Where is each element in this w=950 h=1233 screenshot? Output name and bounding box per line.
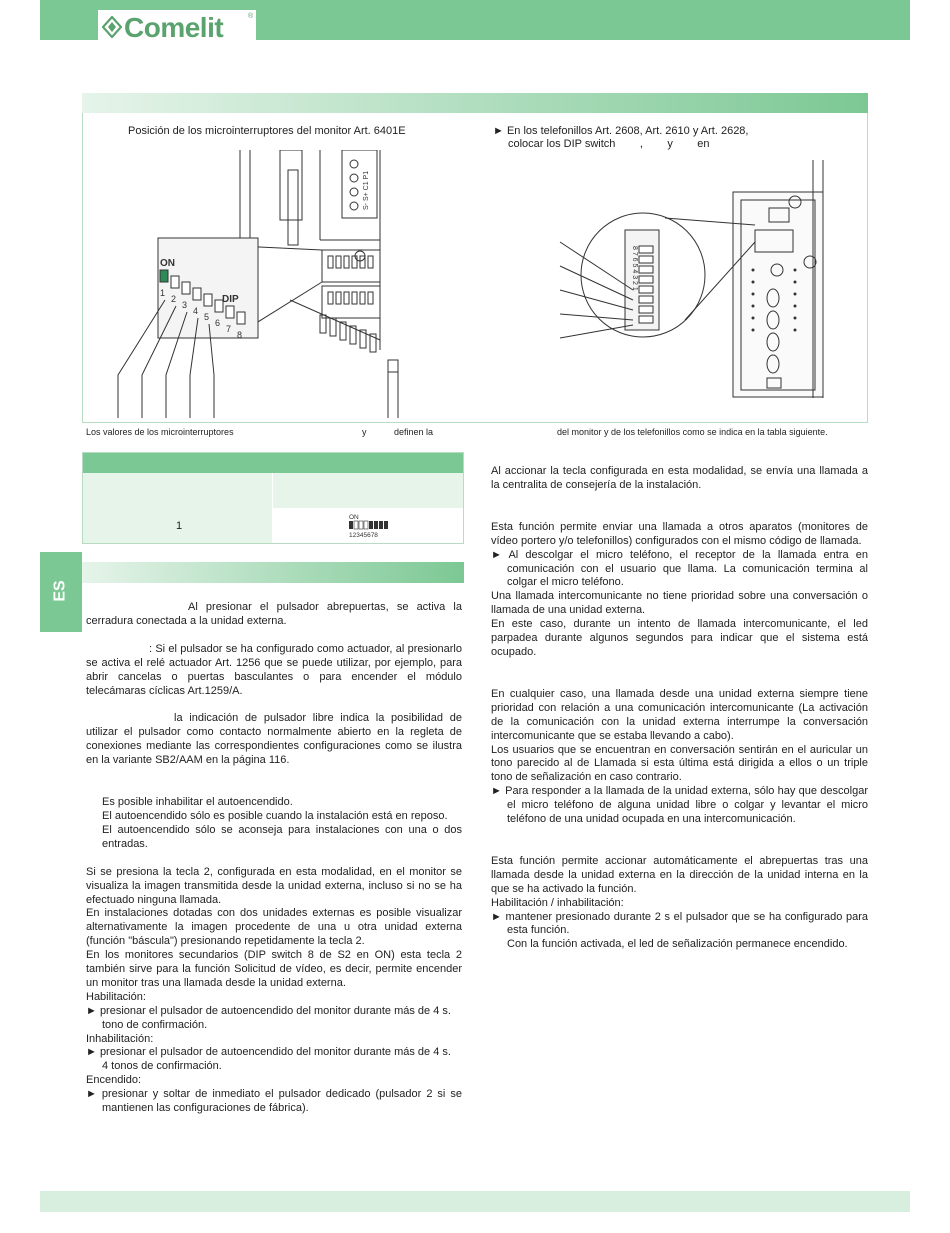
dip-switch-1-on — [160, 270, 168, 282]
table-switch-numbers: 12345678 — [349, 532, 378, 538]
table-row-value: 1 — [176, 520, 183, 532]
dip-number-4: 4 — [193, 306, 199, 316]
brand-logo: Comelit — [124, 12, 224, 43]
footer-bar — [40, 1191, 910, 1212]
dip-number-8: 8 — [237, 330, 243, 340]
values-line-part2: y — [362, 427, 367, 437]
secondary-monitor-text: En los monitores secundarios (DIP switch 8 de S2 en ON) esta tecla 2 también sirve para la función Solicitud de vídeo, es decir, permite encender un monitor tras una llamada desde la unidad externa. — [86, 949, 462, 989]
values-line-part3: definen la — [394, 427, 434, 437]
language-tab: ES — [40, 552, 82, 632]
figure-section-bar — [82, 93, 868, 113]
power-on-step: ► presionar y soltar de inmediato el pulsador dedicado (pulsador 2 si se mantienen las configuraciones de fábrica). — [86, 1088, 462, 1115]
right-column — [491, 465, 868, 952]
phone-dip-illustration — [555, 150, 845, 418]
auto-door-text: Esta función permite accionar automáticamente el abrepuertas tras una llamada desde la unidad externa en la dirección de la unidad interna en la que se ha activado la función. — [491, 854, 868, 895]
autoon-text-3: El autoencendido sólo se aconseja para instalaciones con una o dos entradas. — [102, 823, 462, 850]
dip-number-5: 5 — [204, 312, 210, 322]
concierge-text: Al accionar la tecla configurada en esta modalidad, se envía una llamada a la centralita de consejería de la instalación. — [491, 465, 868, 491]
dip-on-label: ON — [160, 258, 175, 269]
brand-reg-mark: ® — [248, 13, 254, 20]
table-row-header — [83, 473, 463, 507]
phone-dip-numbers: 8 7 6 5 4 3 2 1 — [631, 246, 638, 291]
enable-heading: Habilitación: — [86, 990, 146, 1003]
dip-number-3: 3 — [182, 300, 188, 310]
key2-text: Si se presiona la tecla 2, configurada en esta modalidad, en el monitor se visualiza la imagen transmitida desde la unidad externa, incluso si no se ha efectuado ninguna llamada. — [86, 865, 462, 906]
table-switch-on: ON — [349, 514, 359, 521]
auto-door-led: Con la función activada, el led de señalización permanece encendido. — [507, 938, 848, 951]
answer-step: ► Para responder a la llamada de la unidad externa, sólo hay que descolgar el micro teléfono de alguna unidad libre o colgar y levantar el micro teléfono de una unidad ocupada en una intercomunicación. — [491, 785, 868, 826]
dip-number-6: 6 — [215, 318, 221, 328]
lock-release-text: Al presionar el pulsador abrepuertas, se activa la cerradura conectada a la unidad externa. — [86, 601, 462, 627]
terminal-labels: S- S+ C1 P1 — [363, 170, 370, 210]
disable-tone: 4 tonos de confirmación. — [102, 1060, 222, 1073]
left-section-bar — [82, 562, 464, 583]
monitor-dip-illustration — [110, 150, 410, 418]
table-header — [83, 453, 463, 473]
intercom-priority-text: Una llamada intercomunicante no tiene prioridad sobre una conversación o llamada de una unidad externa. — [491, 590, 868, 617]
left-column — [86, 601, 462, 1116]
autoon-text-2: El autoencendido sólo es posible cuando la instalación está en reposo. — [102, 809, 448, 822]
auto-door-step: ► mantener presionado durante 2 s el pulsador que se ha configurado para esta función. — [491, 910, 868, 937]
dip-label: DIP — [222, 294, 239, 305]
right-figure-caption-1: ► En los telefonillos Art. 2608, Art. 2610 y Art. 2628, — [493, 125, 749, 137]
free-button-text: la indicación de pulsador libre indica la posibilidad de utilizar el pulsador como contacto normalmente abierto en la regleta de conexiones mediante las correspondientes configuraciones como se ilustra en la variante SB2/AAM en la página 116. — [86, 712, 462, 767]
intercom-text: Esta función permite enviar una llamada a otros aparatos (monitores de vídeo portero y/o telefonillos) configurados con el mismo código de llamada. — [491, 520, 868, 547]
disable-step: ► presionar el pulsador de autoencendido del monitor durante más de 4 s. — [86, 1046, 451, 1059]
intercom-busy-text: En este caso, durante un intento de llamada intercomunicante, el led parpadea durante algunos segundos para indicar que el sistema está ocupado. — [491, 618, 868, 658]
actuator-text: : Si el pulsador se ha configurado como actuador, al presionarlo se activa el relé actuador Art. 1256 que se puede utilizar, por ejemplo, para abrir cancelas o puertas basculantes o para encender el módulo telecámaras cíclicas Art.1259/A. — [86, 642, 462, 697]
autoon-text-1: Es posible inhabilitar el autoencendido. — [102, 796, 293, 809]
values-line-part1: Los valores de los microinterruptores — [86, 427, 234, 437]
dip-number-7: 7 — [226, 324, 232, 334]
power-on-heading: Encendido: — [86, 1074, 142, 1087]
auto-door-heading: Habilitación / inhabilitación: — [491, 896, 624, 909]
dip-number-2: 2 — [171, 294, 177, 304]
conversation-tone-text: Los usuarios que se encuentran en conversación sentirán en el auricular un tono parecido al de Llamada si esta última está dirigida a ellos o un triple tono de señalización en caso contrario. — [491, 743, 868, 784]
intercom-step: ► Al descolgar el micro teléfono, el receptor de la llamada entra en comunicación con el usuario que llama. La comunicación termina al colgar el micro teléfono. — [491, 548, 868, 589]
disable-heading: Inhabilitación: — [86, 1032, 154, 1045]
comelit-logo-icon — [102, 16, 122, 38]
external-priority-text: En cualquier caso, una llamada desde una unidad externa siempre tiene prioridad con relación a una comunicación intercomunicante (La activación de la comunicación con la unidad externa interrumpe la conversación intercomunicante que se estaba llevando a cabo). — [491, 687, 868, 742]
values-line-part4: del monitor y de los telefonillos como se indica en la tabla siguiente. — [557, 427, 828, 437]
left-figure-caption: Posición de los microinterruptores del monitor Art. 6401E — [128, 125, 406, 137]
switch-text: En instalaciones dotadas con dos unidades externas es posible visualizar alternativamente la imagen procedente de una u otra unidad externa (función "báscula") presionando repetidamente la tecla 2. — [86, 907, 462, 948]
dip-switch-icon — [348, 512, 392, 538]
enable-step: ► presionar el pulsador de autoencendido del monitor durante más de 4 s. — [86, 1004, 451, 1017]
config-table — [82, 452, 464, 544]
enable-tone: tono de confirmación. — [102, 1018, 208, 1031]
right-figure-caption-2: colocar los DIP switch , y en — [508, 138, 710, 150]
dip-number-1: 1 — [160, 288, 166, 298]
